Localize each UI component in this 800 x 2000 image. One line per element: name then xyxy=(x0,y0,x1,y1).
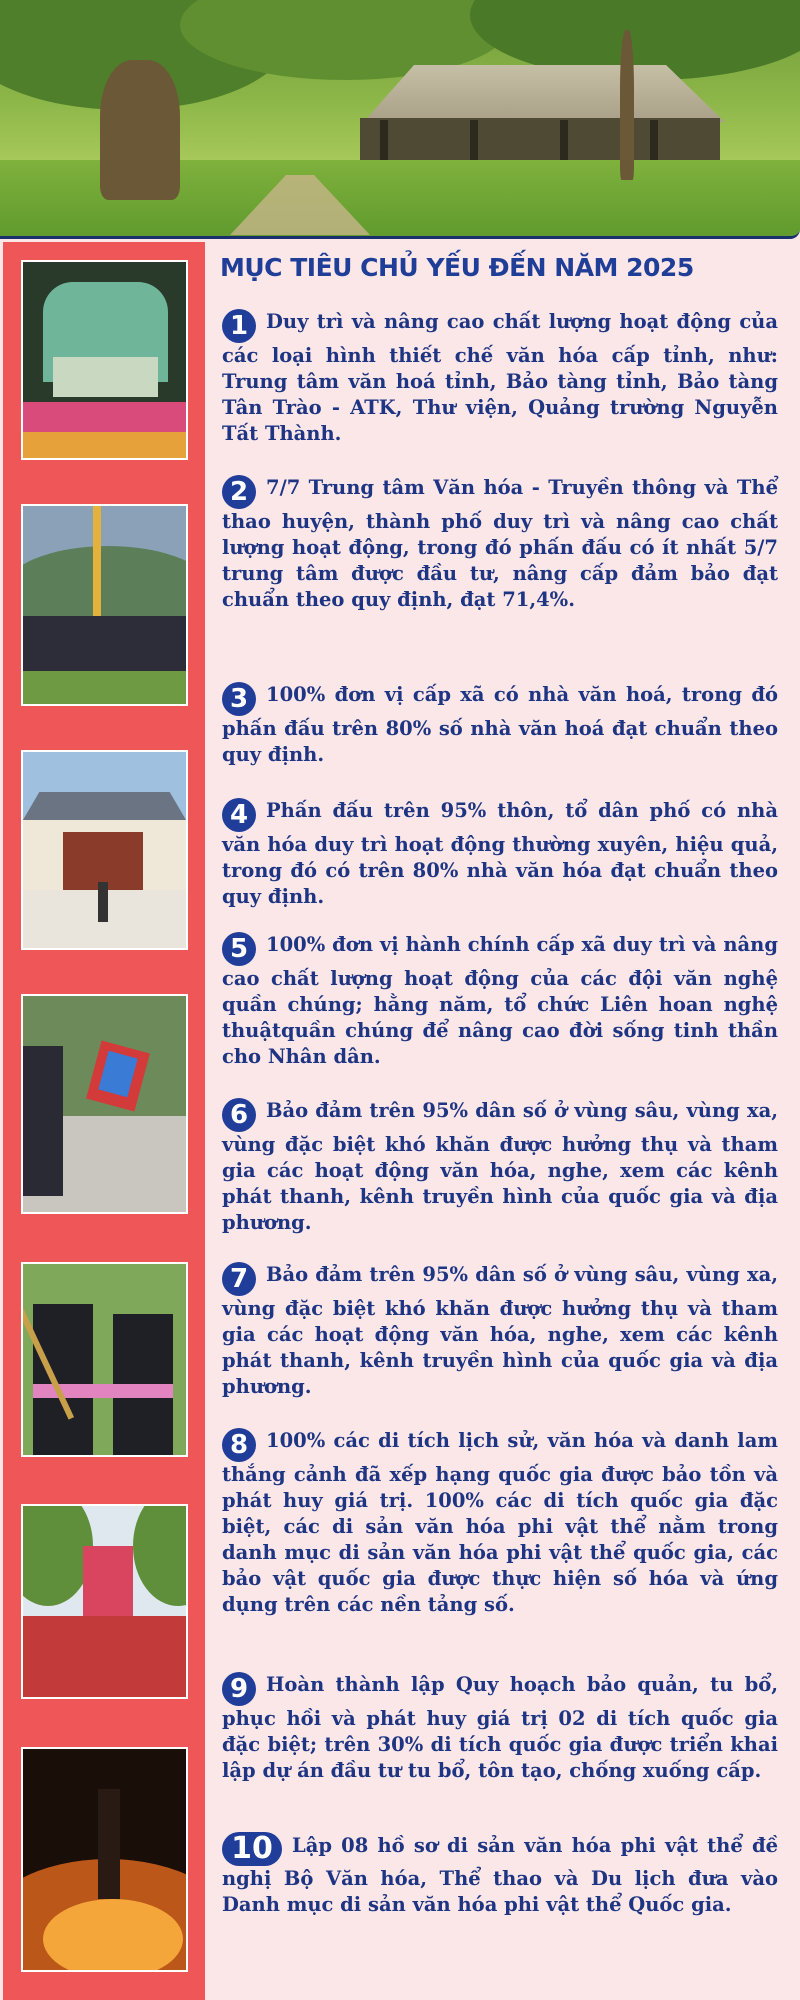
number-badge: 4 xyxy=(222,798,256,832)
banyan-trunk xyxy=(100,60,180,200)
photo-stage-performance xyxy=(21,260,188,460)
photo-cultural-house xyxy=(21,750,188,950)
item-text: 100% đơn vị cấp xã có nhà văn hoá, trong đó phấn đấu trên 80% số nhà văn hoá đạt chuẩn theo quy định. xyxy=(222,683,778,766)
photo-festival-pole xyxy=(21,504,188,706)
list-item xyxy=(222,682,778,768)
list-item xyxy=(222,1428,778,1618)
page-title: MỤC TIÊU CHỦ YẾU ĐẾN NĂM 2025 xyxy=(220,253,694,282)
list-item xyxy=(222,1262,778,1400)
number-badge: 3 xyxy=(222,682,256,716)
item-text: Hoàn thành lập Quy hoạch bảo quản, tu bổ, phục hồi và phát huy giá trị 02 di tích quốc gia đặc biệt; trên 30% di tích quốc gia được triển khai lập dự án đầu tư tu bổ, tôn tạo, chống xuống cấp. xyxy=(222,1673,778,1782)
list-item xyxy=(222,475,778,613)
number-badge: 1 xyxy=(222,309,256,343)
list-item xyxy=(222,932,778,1070)
number-badge: 5 xyxy=(222,932,256,966)
number-badge: 7 xyxy=(222,1262,256,1296)
photo-fire-walking xyxy=(21,1747,188,1972)
tree-trunk xyxy=(620,30,634,180)
list-item xyxy=(222,798,778,910)
number-badge: 6 xyxy=(222,1098,256,1132)
photo-procession xyxy=(21,1504,188,1699)
item-text: Duy trì và nâng cao chất lượng hoạt động của các loại hình thiết chế văn hóa cấp tỉnh, như: Trung tâm văn hoá tỉnh, Bảo tàng tỉnh, Bảo tàng Tân Trào - ATK, Thư viện, Quảng trường Nguyễn Tất Thành. xyxy=(222,310,778,445)
photo-dancers-flag xyxy=(21,994,188,1214)
photo-couple-instrument xyxy=(21,1262,188,1457)
item-text: Phấn đấu trên 95% thôn, tổ dân phố có nhà văn hóa duy trì hoạt động thường xuyên, hiệu quả, trong đó có trên 80% nhà văn hóa đạt chuẩn theo quy định. xyxy=(222,799,778,908)
item-text: 100% các di tích lịch sử, văn hóa và danh lam thắng cảnh đã xếp hạng quốc gia được bảo tồn và phát huy giá trị. 100% các di tích quốc gia đặc biệt, các di sản văn hóa phi vật thể nằm trong danh mục di sản văn hóa phi vật thể quốc gia, các bảo vật quốc gia được thực hiện số hóa và ứng dụng trên các nền tảng số. xyxy=(222,1429,778,1616)
photo-strip xyxy=(3,242,205,2000)
header-banner-photo xyxy=(0,0,800,239)
number-badge: 10 xyxy=(222,1832,282,1866)
item-text: 100% đơn vị hành chính cấp xã duy trì và nâng cao chất lượng hoạt động của các đội văn nghệ quần chúng; hằng năm, tổ chức Liên hoan nghệ thuậtquần chúng để nâng cao đời sống tinh thần cho Nhân dân. xyxy=(222,933,778,1068)
number-badge: 2 xyxy=(222,475,256,509)
hut-shadow xyxy=(360,118,720,164)
number-badge: 9 xyxy=(222,1672,256,1706)
item-text: 7/7 Trung tâm Văn hóa - Truyền thông và Thể thao huyện, thành phố duy trì và nâng cao chất lượng hoạt động, trong đó phấn đấu có ít nhất 5/7 trung tâm được đầu tư, nâng cấp đảm bảo đạt chuẩn theo quy định, đạt 71,4%. xyxy=(222,476,778,611)
number-badge: 8 xyxy=(222,1428,256,1462)
list-item xyxy=(222,1672,778,1784)
list-item xyxy=(222,1832,778,1918)
item-text: Bảo đảm trên 95% dân số ở vùng sâu, vùng xa, vùng đặc biệt khó khăn được hưởng thụ và tham gia các hoạt động văn hóa, nghe, xem các kênh phát thanh, kênh truyền hình của quốc gia và địa phương. xyxy=(222,1099,778,1234)
list-item xyxy=(222,1098,778,1236)
item-text: Lập 08 hồ sơ di sản văn hóa phi vật thể đề nghị Bộ Văn hóa, Thể thao và Du lịch đưa vào Danh mục di sản văn hóa phi vật thể Quốc gia. xyxy=(222,1834,778,1916)
item-text: Bảo đảm trên 95% dân số ở vùng sâu, vùng xa, vùng đặc biệt khó khăn được hưởng thụ và tham gia các hoạt động văn hóa, nghe, xem các kênh phát thanh, kênh truyền hình của quốc gia và địa phương. xyxy=(222,1263,778,1398)
list-item xyxy=(222,309,778,447)
